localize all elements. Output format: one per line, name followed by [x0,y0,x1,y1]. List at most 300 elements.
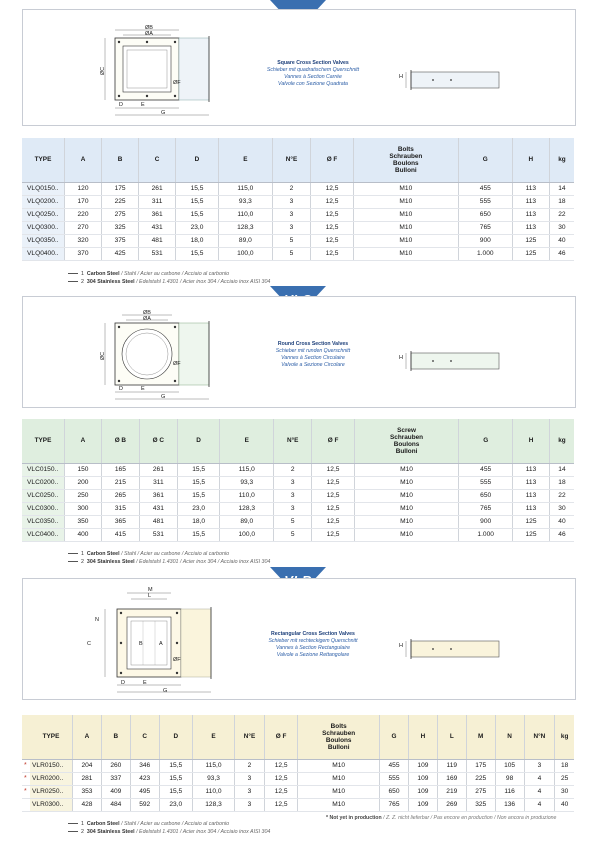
vlq-header-cell: E [218,138,272,182]
vlq-table-cell: 455 [458,182,512,195]
vlq-header-cell: D [176,138,219,182]
vlr-table-cell: 15,5 [159,785,192,798]
vlr-table-cell: 592 [130,798,159,811]
vlq-table-cell: 113 [512,221,549,234]
vlc-table-cell: 400 [65,528,102,541]
vlq-table-cell: 40 [549,234,574,247]
vlr-table-cell: 40 [555,798,574,811]
vlc-table-cell: 12,5 [312,528,355,541]
vlc-table-cell: 5 [274,528,312,541]
vlc-table-cell: VLC0150.. [22,463,65,476]
vlc-side-drawing [403,349,513,379]
vlq-table-cell: 12,5 [311,221,354,234]
vlq-table-cell: 15,5 [176,208,219,221]
vlq-table-cell: M10 [353,182,458,195]
vlq-side-drawing [403,68,513,98]
vlq-label-b: ØB [145,25,153,31]
vlr-header-cell: TYPE [30,715,73,759]
vlq-table-cell: 270 [65,221,102,234]
vlr-table-cell: 219 [437,785,466,798]
vlq-table-cell: VLQ0400.. [22,247,65,260]
vlr-table-cell: * [22,759,30,772]
vlr-header-cell [22,715,30,759]
vlq-table-cell: 425 [102,247,139,260]
vlr-table-cell: 225 [466,772,495,785]
vlc-table-cell: 365 [101,515,139,528]
vlr-table-cell: 260 [101,759,130,772]
vlq-table-cell: 1.000 [458,247,512,260]
vlc-table-cell: 30 [549,502,574,515]
vlr-label-n: N [95,617,99,623]
vlq-table-row [22,221,574,234]
vlr-label-a: A [159,641,163,647]
vlr-table-cell: 3 [524,759,555,772]
vlc-table-row [22,528,574,541]
vlc-table-cell: 15,5 [177,528,220,541]
vlq-table-cell: 15,5 [176,182,219,195]
vlc-table-cell: M10 [354,476,458,489]
vlr-table-cell: 555 [380,772,409,785]
vlc-header-cell: Ø B [101,419,139,463]
vlq-table-cell: 14 [549,182,574,195]
vlq-label-c: ØC [100,66,107,76]
vlc-header-cell: D [177,419,220,463]
vlq-table [22,138,574,261]
vlc-header-cell: N°E [274,419,312,463]
vlc-table-cell: 3 [274,489,312,502]
vlr-table-cell: VLR0150.. [30,759,73,772]
vlr-side-drawing [403,637,513,667]
vlr-table-cell: 281 [73,772,102,785]
vlr-table-cell: 12,5 [264,785,297,798]
vlr-table-cell: 4 [524,772,555,785]
vlr-label-g: G [163,688,168,694]
vlr-label-e: E [143,680,147,686]
vlc-label-d: D [119,386,123,392]
vlr-header-cell: L [437,715,466,759]
vlq-header-cell: TYPE [22,138,65,182]
vlr-table-cell: 169 [437,772,466,785]
vlr-table-cell: 204 [73,759,102,772]
vlc-table-cell: 110,0 [220,489,274,502]
vlq-table-cell: 125 [512,234,549,247]
vlc-table-cell: 40 [549,515,574,528]
vlq-label-a: ØA [145,31,153,37]
vlr-table-cell: 109 [408,772,437,785]
vlq-table-cell: 128,3 [218,221,272,234]
vlr-table-row [22,798,574,811]
vlq-table-cell: 370 [65,247,102,260]
vlr-table-cell: 93,3 [192,772,234,785]
vlr-header-cell: N°E [235,715,265,759]
vlq-desc-fr: Vannes à Section Carrée [284,74,342,80]
vlq-table-cell: 2 [272,182,310,195]
vlc-table-row [22,463,574,476]
vlc-table-cell: M10 [354,489,458,502]
vlr-table-cell: M10 [298,772,380,785]
vlq-table-row [22,234,574,247]
vlr-label-h: H [399,643,403,649]
vlq-table-cell: 12,5 [311,247,354,260]
vlc-table-row [22,502,574,515]
vlr-table-cell: 109 [408,785,437,798]
vlc-table-cell: 1.000 [459,528,513,541]
vlr-table-cell: VLR0250.. [30,785,73,798]
vlc-table-cell: 46 [549,528,574,541]
vlr-table-cell: 337 [101,772,130,785]
vlr-table-cell: 3 [235,785,265,798]
vlq-header-cell: Bolts Schrauben Boulons Bulloni [353,138,458,182]
vlc-table-cell: 12,5 [312,489,355,502]
vlr-table-cell: 12,5 [264,798,297,811]
vlq-table-cell: 175 [102,182,139,195]
vlq-table-cell: 765 [458,221,512,234]
vlc-table-cell: VLC0350.. [22,515,65,528]
vlq-table-cell: 3 [272,221,310,234]
vlq-table-cell: M10 [353,195,458,208]
vlq-label-h: H [399,74,403,80]
vlq-table-cell: VLQ0350.. [22,234,65,247]
vlq-table-cell: VLQ0150.. [22,182,65,195]
vlc-label-g: G [161,394,166,400]
vlq-table-cell: 120 [65,182,102,195]
vlr-table-cell: 115,0 [192,759,234,772]
vlr-desc-it: Valvole a Sezione Rettangolare [276,652,350,658]
vlc-table-cell: 265 [101,489,139,502]
vlq-header-cell: C [139,138,176,182]
vlq-table-cell: 15,5 [176,247,219,260]
vlq-table-cell: M10 [353,208,458,221]
vlr-label-c: C [87,641,91,647]
vlc-table-cell: 650 [459,489,513,502]
vlc-description [253,341,373,369]
vlc-table-cell: 455 [459,463,513,476]
vlc-header-cell: H [513,419,550,463]
vlr-header-cell: Ø F [264,715,297,759]
vlc-header-cell: G [459,419,513,463]
vlq-table-cell: 3 [272,208,310,221]
vlc-table-cell: 311 [139,476,177,489]
vlr-table-cell: 409 [101,785,130,798]
vlc-table-cell: 481 [139,515,177,528]
vlq-table-cell: 5 [272,234,310,247]
vlc-table-cell: 150 [65,463,102,476]
vlc-table-cell: 555 [459,476,513,489]
vlc-table-cell: VLC0200.. [22,476,65,489]
vlr-table-cell: 136 [495,798,524,811]
vlq-table-cell: 22 [549,208,574,221]
vlr-table-cell: 4 [524,798,555,811]
vlr-table-row [22,785,574,798]
vlr-table-cell: VLR0300.. [30,798,73,811]
vlq-table-cell: M10 [353,247,458,260]
vlr-table-cell: 325 [466,798,495,811]
vlq-table-cell: M10 [353,234,458,247]
vlr-label-d: D [121,680,125,686]
vlr-table-cell: 18 [555,759,574,772]
vlc-label-a: ØA [143,316,151,322]
vlr-header-cell: N [495,715,524,759]
vlr-label-l: L [148,593,152,599]
vlq-table-cell: 12,5 [311,234,354,247]
vlq-table-cell: 15,5 [176,195,219,208]
vlr-table-cell: 2 [235,759,265,772]
vlr-table-cell: 275 [466,785,495,798]
vlr-desc-en: Rectangular Cross Section Valves [271,631,355,637]
vlq-table-cell: 110,0 [218,208,272,221]
vlr-header-cell: kg [555,715,574,759]
vlq-table-cell: 89,0 [218,234,272,247]
vlq-table-cell: 93,3 [218,195,272,208]
vlc-label-b: ØB [143,310,151,316]
vlc-table-cell: 12,5 [312,463,355,476]
vlr-table-cell: 109 [408,798,437,811]
vlr-table-cell [22,798,30,811]
vlq-table-cell: M10 [353,221,458,234]
vlr-table-cell: 346 [130,759,159,772]
vlc-table-cell: 5 [274,515,312,528]
vlc-panel [22,296,576,408]
vlr-table-cell: 428 [73,798,102,811]
vlq-header-cell: B [102,138,139,182]
vlq-table-cell: 5 [272,247,310,260]
vlr-table-cell: 15,5 [159,772,192,785]
vlc-table-cell: 431 [139,502,177,515]
vlc-table-cell: 15,5 [177,476,220,489]
vlc-header-cell: TYPE [22,419,65,463]
vlc-table-cell: 113 [513,502,550,515]
vlr-table-cell: 12,5 [264,772,297,785]
vlr-table-cell: 455 [380,759,409,772]
vlq-description [253,60,373,88]
vlr-table-cell: 128,3 [192,798,234,811]
vlq-header-cell: A [65,138,102,182]
vlq-table-cell: 125 [512,247,549,260]
vlc-table-cell: 115,0 [220,463,274,476]
vlq-table-cell: 12,5 [311,208,354,221]
vlq-table-cell: 375 [102,234,139,247]
vlc-table-cell: 89,0 [220,515,274,528]
vlq-panel [22,9,576,126]
vlq-table-cell: 113 [512,182,549,195]
vlq-table-row [22,195,574,208]
vlr-table-cell: 765 [380,798,409,811]
vlc-table-cell: 250 [65,489,102,502]
vlc-materials: 1 Carbon Steel / Stahl / Acier au carbone / Acciaio al carbonio 2 304 Stainless Steel / Edelstahl 1.4301 / Acier inox 304 / Acciaio inox AISI 304 [68,550,270,566]
vlq-table-cell: 12,5 [311,182,354,195]
vlc-table-cell: M10 [354,463,458,476]
vlq-table-cell: 481 [139,234,176,247]
vlc-table-cell: 22 [549,489,574,502]
vlr-front-drawing [83,585,233,697]
vlq-table-cell: 311 [139,195,176,208]
vlq-table-cell: 18 [549,195,574,208]
vlq-table-cell: 900 [458,234,512,247]
vlr-table-cell: 116 [495,785,524,798]
vlc-label-e: E [141,386,145,392]
vlq-table-cell: 555 [458,195,512,208]
vlq-table-cell: 113 [512,195,549,208]
vlq-table-cell: 115,0 [218,182,272,195]
vlr-table-cell: M10 [298,785,380,798]
vlc-label-c: ØC [100,351,107,361]
vlr-header-cell: Bolts Schrauben Boulons Bulloni [298,715,380,759]
vlq-desc-it: Valvole con Sezione Quadrata [278,81,348,87]
vlr-table-cell: M10 [298,798,380,811]
vlc-table-cell: 18 [549,476,574,489]
vlc-table-cell: 93,3 [220,476,274,489]
vlr-table-cell: 3 [235,772,265,785]
vlc-table-cell: 14 [549,463,574,476]
vlc-table-cell: 200 [65,476,102,489]
vlr-materials: 1 Carbon Steel / Stahl / Acier au carbone / Acciaio al carbonio 2 304 Stainless Steel / Edelstahl 1.4301 / Acier inox 304 / Acciaio inox AISI 304 [68,820,270,836]
vlr-panel [22,578,576,700]
vlc-table-cell: 165 [101,463,139,476]
vlq-table-cell: 261 [139,182,176,195]
vlc-table-cell: 3 [274,476,312,489]
vlc-header-cell: Screw Schrauben Boulons Bulloni [354,419,458,463]
vlc-table-cell: 113 [513,476,550,489]
vlc-header-cell: Ø F [312,419,355,463]
vlq-table-cell: 3 [272,195,310,208]
vlr-table-cell: 105 [495,759,524,772]
vlq-table-cell: 113 [512,208,549,221]
vlc-table-cell: 261 [139,463,177,476]
vlc-table-cell: 12,5 [312,476,355,489]
vlc-table-cell: 900 [459,515,513,528]
vlc-table-row [22,489,574,502]
vlq-header-cell: Ø F [311,138,354,182]
vlr-table-cell: 109 [408,759,437,772]
vlc-table-cell: VLC0400.. [22,528,65,541]
vlr-table-cell: 119 [437,759,466,772]
vlq-table-cell: 18,0 [176,234,219,247]
vlr-table-cell: VLR0200.. [30,772,73,785]
vlc-desc-en: Round Cross Section Valves [277,341,349,347]
vlr-table-cell: 15,5 [159,759,192,772]
vlr-table-cell: 353 [73,785,102,798]
vlc-table-cell: 100,0 [220,528,274,541]
vlc-table-cell: 23,0 [177,502,220,515]
vlc-table-cell: 113 [513,489,550,502]
vlc-table-cell: M10 [354,515,458,528]
vlc-table-row [22,515,574,528]
vlc-desc-de: Schieber mit runden Querschnitt [275,348,351,354]
vlr-header-cell: N°N [524,715,555,759]
vlq-desc-de: Schieber mit quadratischem Querschnitt [266,67,360,73]
vlq-table-cell: 170 [65,195,102,208]
vlr-table-cell: 484 [101,798,130,811]
vlr-table-cell: 30 [555,785,574,798]
vlq-materials: 1 Carbon Steel / Stahl / Acier au carbone / Acciaio al carbonio 2 304 Stainless Steel / Edelstahl 1.4301 / Acier inox 304 / Acciaio inox AISI 304 [68,270,270,286]
vlc-table-cell: 12,5 [312,515,355,528]
vlc-table-cell: 128,3 [220,502,274,515]
vlr-header-cell: C [130,715,159,759]
vlq-table-cell: 12,5 [311,195,354,208]
vlc-table-cell: 361 [139,489,177,502]
vlq-label-f: ØF [173,80,181,86]
vlq-table-cell: VLQ0300.. [22,221,65,234]
vlq-label-e: E [141,102,145,108]
vlc-table-cell: 531 [139,528,177,541]
vlq-table-cell: 431 [139,221,176,234]
vlr-table-cell: 423 [130,772,159,785]
vlq-header-cell: H [512,138,549,182]
vlc-table-cell: M10 [354,528,458,541]
vlq-table-cell: 23,0 [176,221,219,234]
vlc-table-cell: 3 [274,502,312,515]
vlr-header-cell: A [73,715,102,759]
vlc-header-cell: Ø C [139,419,177,463]
vlr-table-cell: 495 [130,785,159,798]
vlr-description [253,631,373,659]
vlq-table-cell: VLQ0200.. [22,195,65,208]
vlr-table-cell: 110,0 [192,785,234,798]
vlc-table-cell: VLC0250.. [22,489,65,502]
vlc-table-cell: 15,5 [177,489,220,502]
vlq-header-cell: G [458,138,512,182]
vlc-table-cell: 125 [513,528,550,541]
vlr-table-cell: 269 [437,798,466,811]
vlr-table-cell: 23,0 [159,798,192,811]
vlr-header-cell: G [380,715,409,759]
vlc-table-cell: 315 [101,502,139,515]
vlr-desc-fr: Vannes à Section Rectangulaire [276,645,350,651]
vlc-desc-fr: Vannes à Section Circulaire [281,355,345,361]
vlc-table-cell: 18,0 [177,515,220,528]
vlr-header-cell: H [408,715,437,759]
vlc-table-cell: 300 [65,502,102,515]
vlq-table-cell: 325 [102,221,139,234]
vlc-table-cell: 415 [101,528,139,541]
vlr-table-cell: 12,5 [264,759,297,772]
vlc-table-cell: VLC0300.. [22,502,65,515]
vlq-table-row [22,247,574,260]
vlq-table-cell: 225 [102,195,139,208]
vlc-desc-it: Valvole a Sezione Circolare [281,362,345,368]
vlq-header-cell: N°E [272,138,310,182]
vlc-table-cell: 215 [101,476,139,489]
vlc-header-cell: kg [549,419,574,463]
vlc-table-cell: M10 [354,502,458,515]
vlq-table-row [22,208,574,221]
vlc-table-cell: 125 [513,515,550,528]
vlr-header-cell: M [466,715,495,759]
vlc-table-cell: 113 [513,463,550,476]
vlr-table-cell: 98 [495,772,524,785]
vlc-table-cell: 2 [274,463,312,476]
production-note: * Not yet in production / Z. Z. nicht lieferbar / Pas encore en production / Non ancora in produzione [326,815,557,821]
vlr-header-cell: D [159,715,192,759]
vlq-table-cell: 361 [139,208,176,221]
vlr-table-cell: 650 [380,785,409,798]
vlc-table-cell: 350 [65,515,102,528]
vlr-table-row [22,759,574,772]
vlr-label-m: M [148,587,153,593]
vlq-desc-en: Square Cross Section Valves [277,60,349,66]
vlr-table-row [22,772,574,785]
vlq-label-g: G [161,110,166,116]
vlq-table-cell: 220 [65,208,102,221]
vlr-label-b: B [139,641,143,647]
vlq-header-cell: kg [549,138,574,182]
vlq-table-cell: 320 [65,234,102,247]
vlq-table-cell: 275 [102,208,139,221]
vlc-label-h: H [399,355,403,361]
vlr-table-cell: 4 [524,785,555,798]
vlr-desc-de: Schieber mit rechteckigem Querschnitt [268,638,358,644]
vlr-table-cell: * [22,772,30,785]
